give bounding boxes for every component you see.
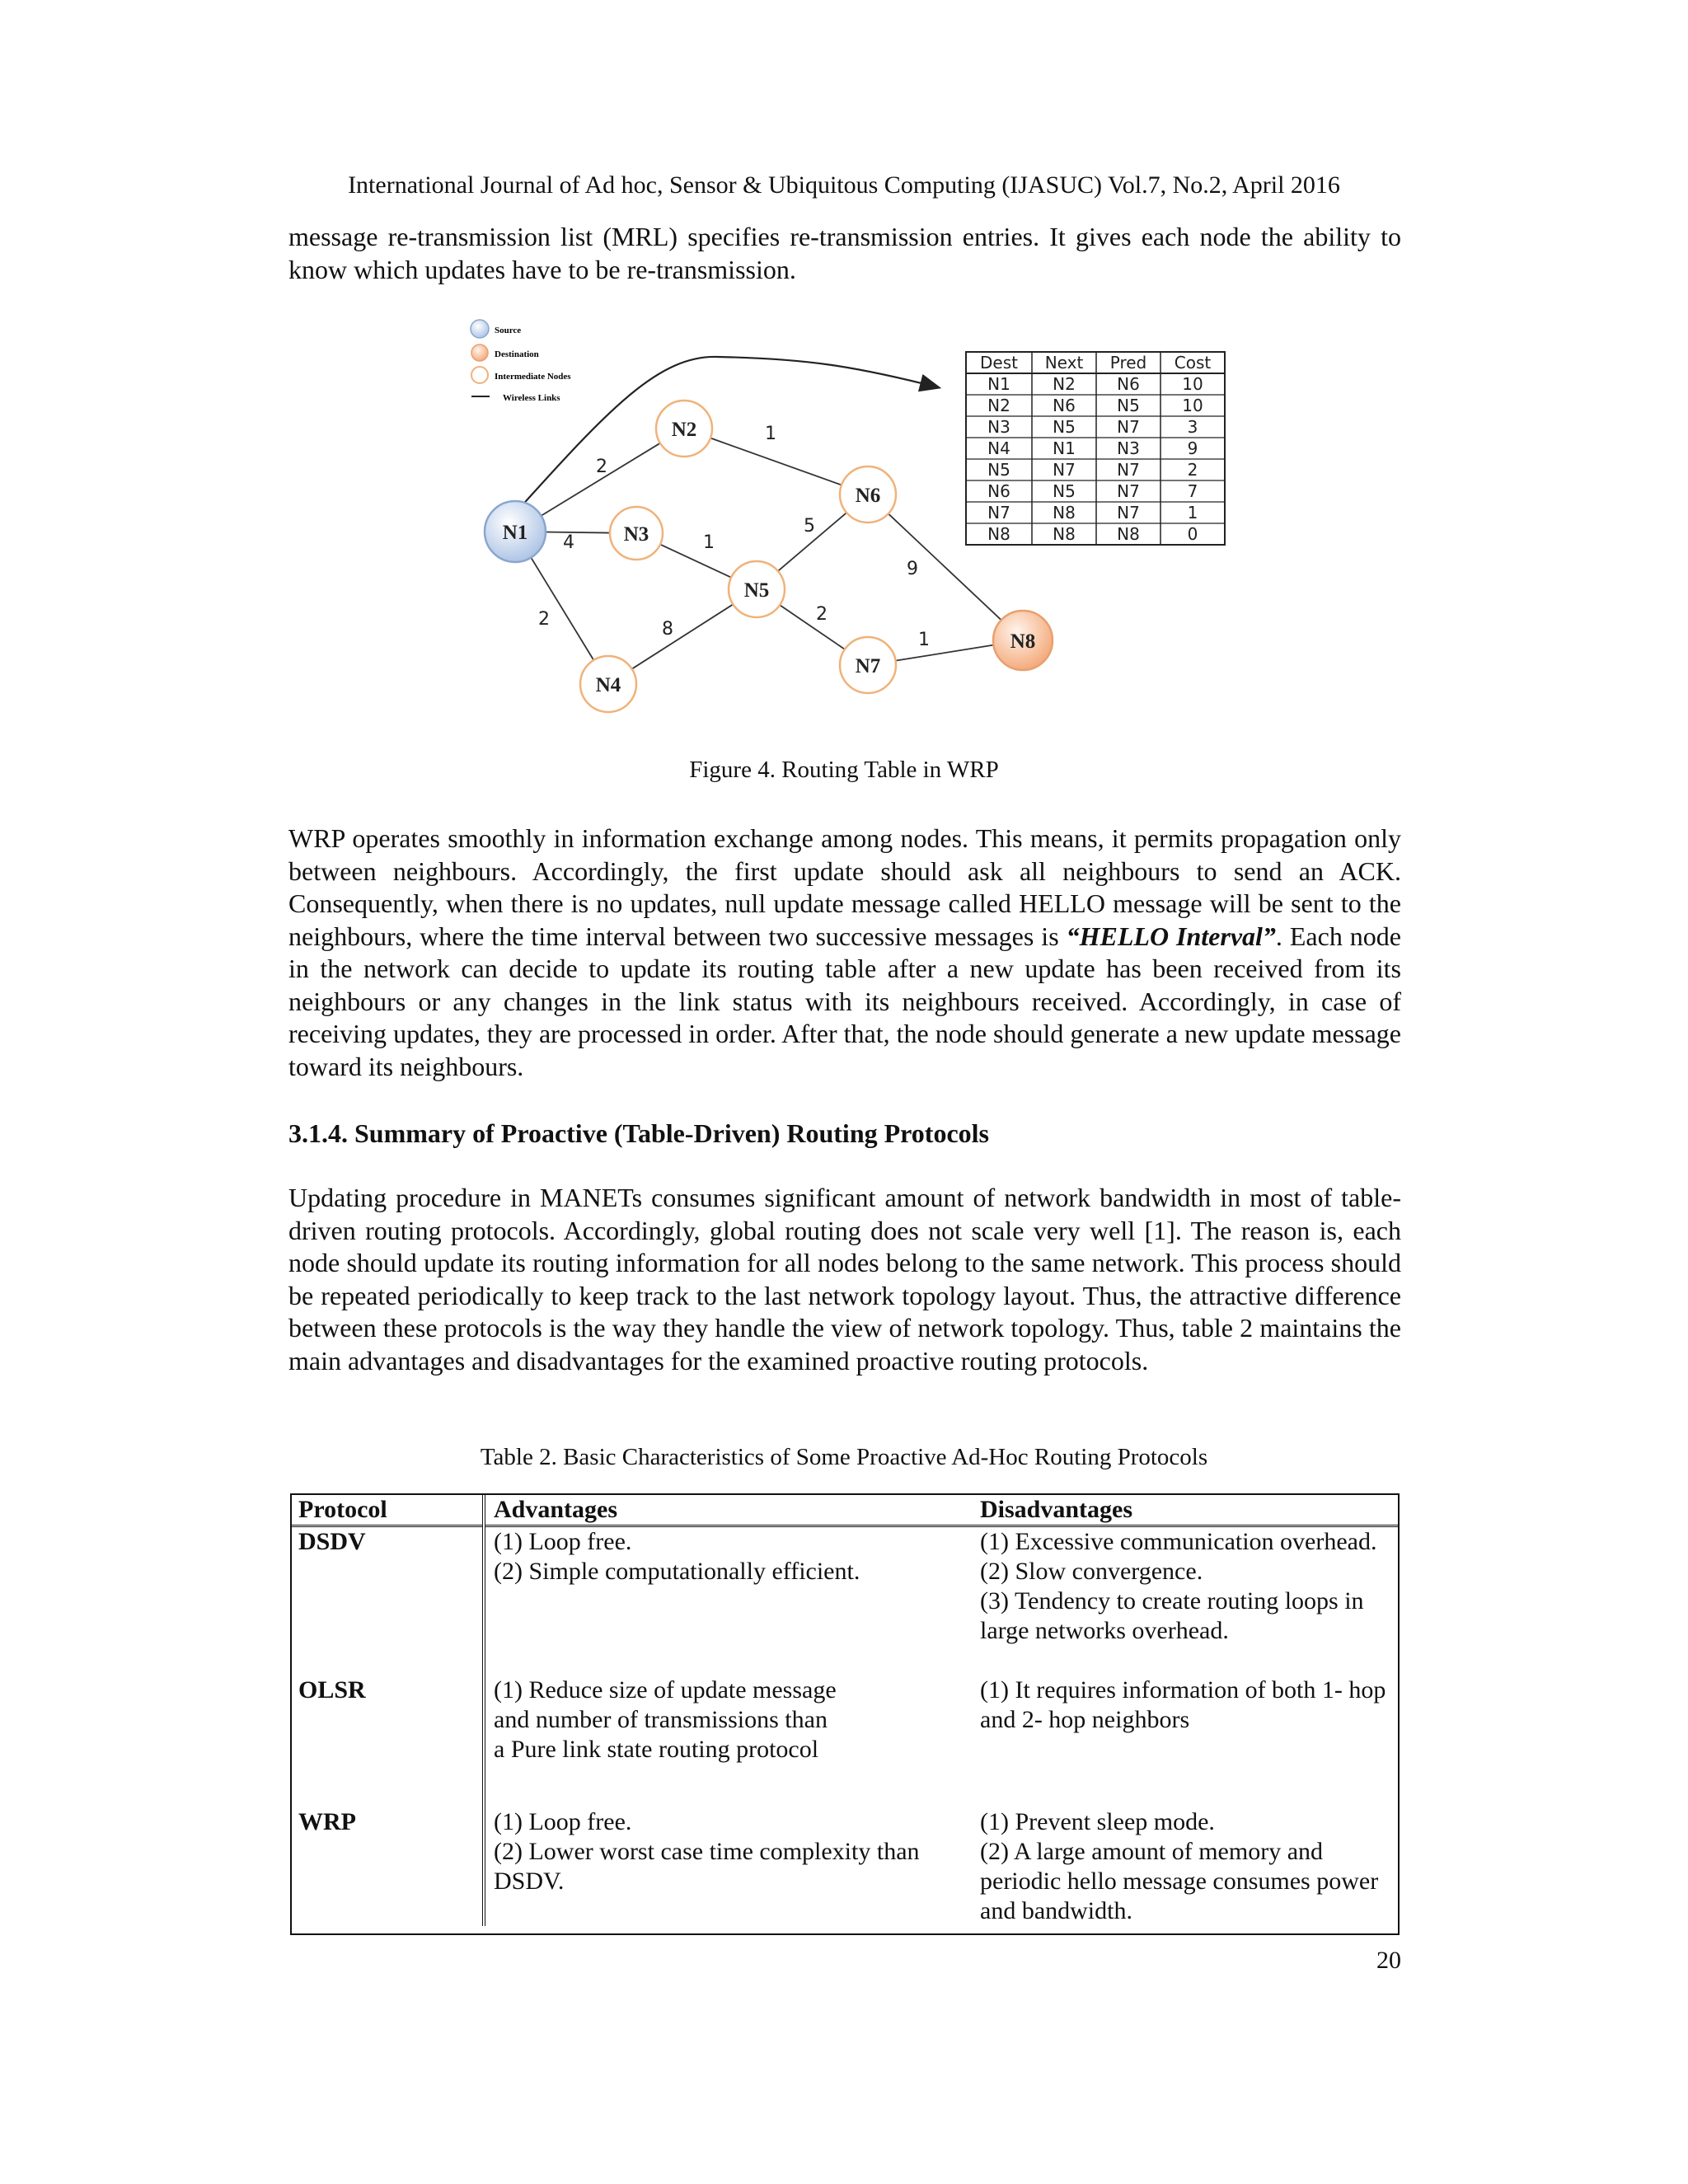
routing-table-cell: N7 — [1117, 460, 1140, 480]
svg-text:N4: N4 — [595, 674, 621, 696]
node-n5 — [729, 561, 785, 617]
link-n3-n5 — [660, 545, 731, 578]
hello-interval-emphasis: “HELLO Interval” — [1066, 921, 1276, 951]
advantage-line: DSDV. — [494, 1868, 565, 1895]
figure-caption: Figure 4. Routing Table in WRP — [689, 757, 999, 783]
routing-table-cell: N8 — [1117, 524, 1140, 544]
routing-table-cell: 7 — [1187, 481, 1198, 501]
disadvantages-cell — [972, 1675, 1400, 1807]
routing-table-cell: N7 — [987, 503, 1010, 523]
routing-table-cell: 2 — [1187, 460, 1198, 480]
routing-table-header: Dest — [980, 353, 1018, 373]
link-n5-n7 — [780, 605, 845, 649]
link-weight-n3-n5: 1 — [703, 532, 715, 553]
node-n4 — [580, 656, 636, 712]
svg-text:N8: N8 — [1010, 630, 1036, 653]
advantages-cell — [484, 1526, 972, 1676]
header-disadvantages: Disadvantages — [972, 1493, 1400, 1526]
svg-text:N3: N3 — [623, 523, 649, 546]
advantage-line: (1) Reduce size of update message — [494, 1676, 837, 1704]
table-caption: Table 2. Basic Characteristics of Some Proactive Ad-Hoc Routing Protocols — [480, 1444, 1208, 1470]
disadvantages-cell — [972, 1526, 1400, 1676]
legend-intermediate-label: Intermediate Nodes — [495, 372, 571, 382]
advantage-line: a Pure link state routing protocol — [494, 1736, 819, 1763]
protocol-name: WRP — [290, 1807, 484, 1926]
link-weight-n5-n7: 2 — [816, 604, 828, 625]
routing-table-cell: N5 — [1053, 481, 1076, 501]
link-weight-n1-n4: 2 — [538, 609, 550, 630]
figure-link-weights — [538, 424, 930, 650]
advantage-line: (1) Loop free. — [494, 1808, 632, 1835]
svg-text:N6: N6 — [855, 485, 881, 507]
legend-source-swatch — [471, 320, 489, 338]
link-n1-n3 — [546, 532, 610, 533]
table-header-row — [290, 1493, 1400, 1526]
routing-table-cell: N2 — [987, 396, 1010, 415]
routing-table-cell: N1 — [1053, 438, 1076, 458]
link-n4-n5 — [632, 604, 734, 668]
routing-table — [966, 352, 1225, 545]
svg-text:N7: N7 — [855, 655, 881, 677]
disadvantage-line: periodic hello message consumes power — [980, 1868, 1379, 1895]
advantage-line: (2) Simple computationally efficient. — [494, 1558, 860, 1585]
svg-text:N5: N5 — [743, 579, 770, 602]
link-weight-n5-n6: 5 — [804, 516, 815, 537]
disadvantage-line: (1) It requires information of both 1- hop — [980, 1676, 1386, 1704]
routing-table-cell: N6 — [1117, 374, 1140, 394]
summary-paragraph: Updating procedure in MANETs consumes significant amount of network bandwidth in most of table-driven routing protocols. Accordingly, global routing does not scale very well [1]. The reason is, each node should update its routing information for all nodes belong to the same network. This process should be repeated periodically to keep track to the last network topology layout. Thus, the attractive difference between these protocols is the way they handle the view of network topology. Thus, table 2 maintains the main advantages and disadvantages for the examined proactive routing protocols. — [288, 1183, 1401, 1376]
routing-table-header: Pred — [1109, 353, 1147, 373]
advantage-line: (2) Lower worst case time complexity than — [494, 1838, 920, 1865]
routing-table-cell: 9 — [1187, 438, 1198, 458]
advantage-line: (1) Loop free. — [494, 1528, 632, 1555]
page-number: 20 — [1376, 1947, 1401, 1974]
table-row — [290, 1675, 1400, 1807]
link-n1-n2 — [542, 443, 660, 516]
section-heading: 3.1.4. Summary of Proactive (Table-Driven) Routing Protocols — [288, 1118, 989, 1148]
protocol-name: DSDV — [290, 1526, 484, 1676]
routing-table-cell: N6 — [1053, 396, 1076, 415]
routing-table-cell: N5 — [1117, 396, 1140, 415]
advantages-cell — [484, 1675, 972, 1807]
header-advantages: Advantages — [484, 1493, 972, 1526]
routing-table-header: Cost — [1174, 353, 1212, 373]
wrp-routing-figure — [462, 309, 1245, 721]
proactive-protocols-table — [290, 1493, 1400, 1926]
routing-table-cell: N8 — [1053, 503, 1076, 523]
svg-text:N2: N2 — [671, 419, 697, 441]
routing-table-cell: N3 — [987, 417, 1010, 437]
table-body — [290, 1526, 1400, 1927]
figure-legend — [471, 320, 571, 403]
routing-table-cell: N1 — [987, 374, 1010, 394]
routing-table-cell: N7 — [1117, 481, 1140, 501]
wrp-paragraph-part2: . Each node in the network can decide to update its routing table after a new update has been received from its neighbours or any changes in the link status with its neighbours received. Accordingly, in case of receiving updates, they are processed in order. After that, the node should generate a new update message toward its neighbours. — [288, 921, 1402, 1081]
node-n2 — [656, 401, 712, 457]
disadvantages-cell — [972, 1807, 1400, 1926]
routing-table-cell: 10 — [1182, 396, 1203, 415]
disadvantage-line: and bandwidth. — [980, 1897, 1132, 1924]
routing-table-cell: N7 — [1117, 417, 1140, 437]
routing-table-cell: N5 — [1053, 417, 1076, 437]
disadvantage-line: (3) Tendency to create routing loops in — [980, 1587, 1364, 1615]
legend-destination-label: Destination — [495, 349, 539, 359]
wrp-paragraph — [288, 823, 1401, 1083]
legend-source-label: Source — [495, 326, 522, 335]
table-row — [290, 1526, 1400, 1676]
disadvantage-line: large networks overhead. — [980, 1617, 1229, 1644]
header-protocol: Protocol — [290, 1493, 484, 1526]
routing-table-header: Next — [1044, 353, 1084, 373]
disadvantage-line: and 2- hop neighbors — [980, 1706, 1190, 1733]
advantage-line: and number of transmissions than — [494, 1706, 828, 1733]
node-n7 — [840, 637, 896, 693]
protocol-name: OLSR — [290, 1675, 484, 1807]
svg-text:N1: N1 — [502, 522, 528, 544]
routing-table-cell: 1 — [1187, 503, 1198, 523]
routing-table-cell: N8 — [987, 524, 1010, 544]
wrp-paragraph-part1: WRP operates smoothly in information exchange among nodes. This means, it permits propagation only between neighbours. Accordingly, the first update should ask all neighbours to send an ACK. Consequently, when there is no updates, null update message called HELLO message will be sent to the neighbours, where the time interval between two successive messages is — [288, 823, 1401, 951]
node-n3 — [610, 507, 663, 560]
link-n7-n8 — [896, 645, 994, 661]
advantages-cell — [484, 1807, 972, 1926]
table-row — [290, 1807, 1400, 1926]
routing-table-cell: 0 — [1187, 524, 1198, 544]
routing-table-cell: N6 — [987, 481, 1010, 501]
link-weight-n1-n2: 2 — [596, 457, 607, 477]
link-weight-n4-n5: 8 — [662, 619, 673, 640]
legend-destination-swatch — [471, 344, 488, 361]
legend-intermediate-swatch — [471, 367, 488, 383]
routing-table-cell: 3 — [1187, 417, 1198, 437]
node-n1 — [485, 501, 546, 562]
disadvantage-line: (1) Excessive communication overhead. — [980, 1528, 1377, 1555]
intro-paragraph: message re-transmission list (MRL) specifies re-transmission entries. It gives each node the ability to know which updates have to be re-transmission. — [288, 222, 1401, 284]
routing-table-cell: N2 — [1053, 374, 1076, 394]
routing-table-cell: N8 — [1053, 524, 1076, 544]
routing-table-cell: N7 — [1117, 503, 1140, 523]
routing-table-cell: 10 — [1182, 374, 1203, 394]
link-weight-n2-n6: 1 — [765, 424, 776, 444]
link-n2-n6 — [710, 438, 842, 485]
disadvantage-line: (2) Slow convergence. — [980, 1558, 1203, 1585]
node-n6 — [840, 466, 896, 523]
link-weight-n1-n3: 4 — [563, 532, 574, 553]
node-n8 — [993, 611, 1053, 670]
legend-link-label: Wireless Links — [503, 393, 560, 403]
routing-table-cell: N4 — [987, 438, 1010, 458]
routing-table-cell: N5 — [987, 460, 1010, 480]
disadvantage-line: (2) A large amount of memory and — [980, 1838, 1324, 1865]
disadvantage-line: (1) Prevent sleep mode. — [980, 1808, 1215, 1835]
routing-table-cell: N7 — [1053, 460, 1076, 480]
running-header: International Journal of Ad hoc, Sensor & Ubiquitous Computing (IJASUC) Vol.7, No.2, April 2016 — [348, 171, 1340, 199]
routing-table-cell: N3 — [1117, 438, 1140, 458]
link-weight-n7-n8: 1 — [918, 630, 930, 650]
link-weight-n6-n8: 9 — [907, 559, 918, 579]
